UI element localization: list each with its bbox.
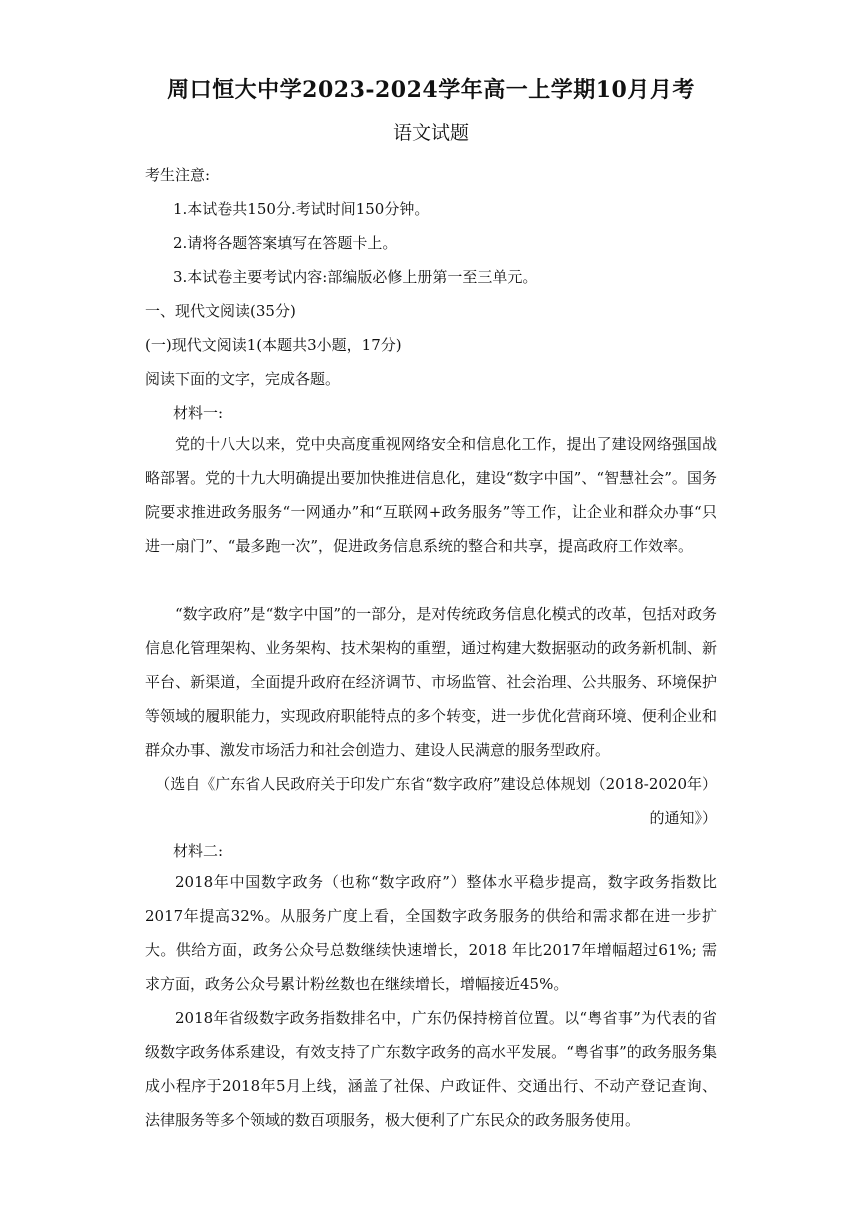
section-subheading: (一)现代文阅读1(本题共3小题，17分): [145, 336, 402, 354]
page-subtitle: 语文试题: [392, 122, 469, 144]
material1-paragraph: 党的十八大以来，党中央高度重视网络安全和信息化工作，提出了建设网络强国战略部署。党的十九大明确提出要加快推进信息化，建设“数字中国”、“智慧社会”。国务院要求推进政务服务“一网通办”和“互联网+政务服务”等工作，让企业和群众办事“只进一扇门”、“最多跑一次”，促进政务信息系统的整合和共享，提高政府工作效率。: [145, 435, 717, 555]
notice-heading: 考生注意:: [145, 166, 211, 184]
notice-item: 1.本试卷共150分.考试时间150分钟。: [173, 200, 430, 218]
material-label: 材料二:: [173, 842, 224, 860]
notice-item: 3.本试卷主要考试内容:部编版必修上册第一至三单元。: [173, 268, 538, 286]
material-label: 材料一:: [173, 404, 224, 422]
material1-paragraph: “数字政府”是“数字中国”的一部分，是对传统政务信息化模式的改革，包括对政务信息化管理架构、业务架构、技术架构的重塑，通过构建大数据驱动的政务新机制、新平台、新渠道，全面提升政府在经济调节、市场监管、社会治理、公共服务、环境保护等领域的履职能力，实现政府职能特点的多个转变，进一步优化营商环境、便利企业和群众办事、激发市场活力和社会创造力、建设人民满意的服务型政府。: [145, 605, 717, 759]
page-title: 周口恒大中学2023-2024学年高一上学期10月月考: [167, 77, 695, 103]
notice-item: 2.请将各题答案填写在答题卡上。: [173, 234, 398, 252]
material1-source: （选自《广东省人民政府关于印发广东省“数字政府”建设总体规划（2018-2020年）的通知》）: [155, 775, 717, 827]
material2-paragraph: 2018年省级数字政务指数排名中，广东仍保持榜首位置。以“粤省事”为代表的省级数字政务体系建设，有效支持了广东数字政务的高水平发展。“粤省事”的政务服务集成小程序于2018年5月上线，涵盖了社保、户政证件、交通出行、不动产登记查询、法律服务等多个领域的数百项服务，极大便利了广东民众的政务服务使用。: [145, 1009, 717, 1129]
material2-paragraph: 2018年中国数字政务（也称“数字政府”）整体水平稳步提高，数字政务指数比2017年提高32%。从服务广度上看，全国数字政务服务的供给和需求都在进一步扩大。供给方面，政务公众号总数继续快速增长，2018 年比2017年增幅超过61%; 需求方面，政务公众号累计粉丝数也在继续增长，增幅接近45%。: [145, 873, 717, 993]
section-instruction: 阅读下面的文字，完成各题。: [145, 370, 341, 388]
section-heading: 一、现代文阅读(35分): [145, 302, 296, 320]
